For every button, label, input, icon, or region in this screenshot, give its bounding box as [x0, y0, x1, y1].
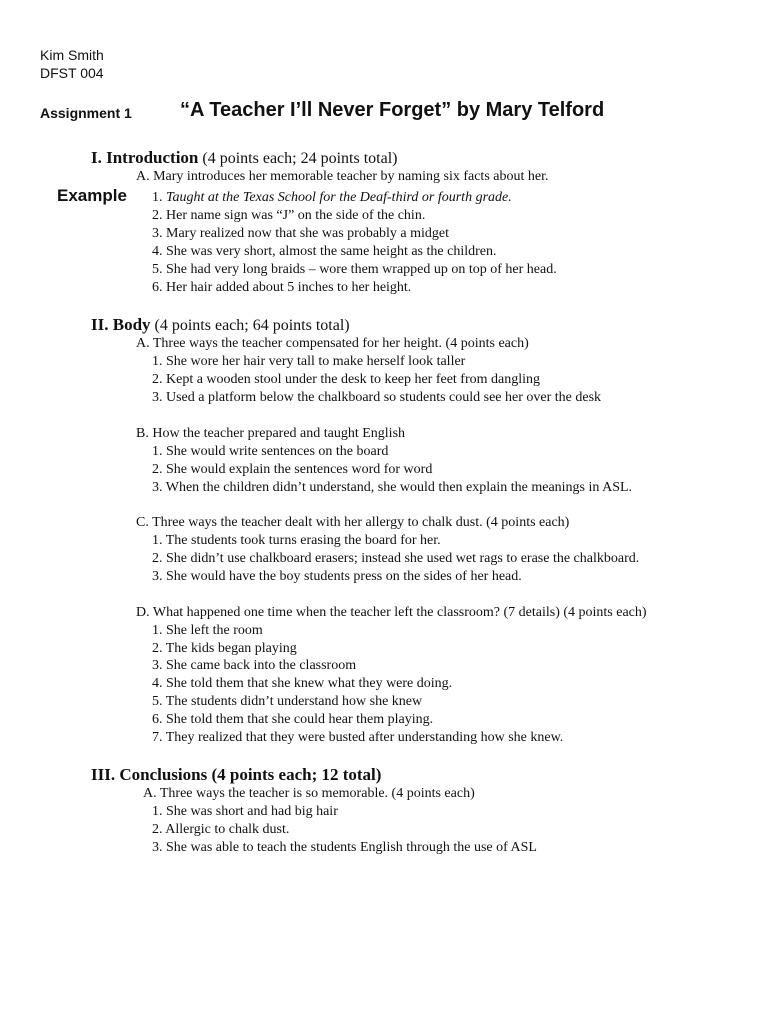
- list-item: 2. Her name sign was “J” on the side of the chin.: [152, 208, 426, 223]
- list-item: 1. She would write sentences on the board: [152, 444, 389, 459]
- body-sub-b: B. How the teacher prepared and taught English: [136, 426, 406, 441]
- list-item: 2. She didn’t use chalkboard erasers; instead she used wet rags to erase the chalkboard.: [152, 551, 640, 566]
- list-item: 6. She told them that she could hear them playing.: [152, 712, 434, 727]
- assignment-label: Assignment 1: [40, 105, 132, 121]
- list-item: 1. She wore her hair very tall to make herself look taller: [152, 354, 466, 369]
- list-item: 2. Allergic to chalk dust.: [152, 822, 290, 837]
- list-item: 3. Used a platform below the chalkboard so students could see her over the desk: [152, 390, 602, 405]
- document-title: “A Teacher I’ll Never Forget” by Mary Telford: [180, 99, 605, 121]
- list-item: 3. She would have the boy students press on the sides of her head.: [152, 569, 522, 584]
- list-item: 2. She would explain the sentences word for word: [152, 462, 433, 477]
- list-item: 5. She had very long braids – wore them wrapped up on top of her head.: [152, 262, 557, 277]
- intro-sub-a: A. Mary introduces her memorable teacher by naming six facts about her.: [136, 169, 549, 184]
- example-label: Example: [57, 186, 127, 205]
- list-item: 1. She left the room: [152, 623, 263, 638]
- section-introduction: [91, 148, 397, 168]
- list-item: 3. She was able to teach the students English through the use of ASL: [152, 840, 537, 855]
- section-heading: I. Introduction: [91, 148, 199, 167]
- list-item: 3. She came back into the classroom: [152, 658, 357, 673]
- list-item: 6. Her hair added about 5 inches to her height.: [152, 280, 412, 295]
- body-sub-a: A. Three ways the teacher compensated for her height. (4 points each): [136, 336, 529, 351]
- list-item: 4. She was very short, almost the same height as the children.: [152, 244, 497, 259]
- list-item: 1. Taught at the Texas School for the Deaf-third or fourth grade.: [152, 190, 512, 205]
- body-sub-d: D. What happened one time when the teacher left the classroom? (7 details) (4 points each): [136, 605, 647, 620]
- section-points: (4 points each; 24 points total): [202, 150, 398, 167]
- section-heading: III. Conclusions (4 points each; 12 total): [91, 765, 382, 784]
- section-body: [91, 315, 350, 335]
- body-sub-c: C. Three ways the teacher dealt with her allergy to chalk dust. (4 points each): [136, 515, 570, 530]
- list-item: 4. She told them that she knew what they were doing.: [152, 676, 453, 691]
- section-conclusions: [91, 765, 381, 785]
- list-item: 2. The kids began playing: [152, 641, 297, 656]
- section-heading: II. Body: [91, 315, 151, 334]
- list-item: 1. The students took turns erasing the board for her.: [152, 533, 441, 548]
- author-name: Kim Smith: [40, 47, 104, 63]
- list-item: 2. Kept a wooden stool under the desk to keep her feet from dangling: [152, 372, 541, 387]
- list-item: 5. The students didn’t understand how she knew: [152, 694, 423, 709]
- conclusions-sub-a: A. Three ways the teacher is so memorable. (4 points each): [143, 786, 475, 801]
- section-points: (4 points each; 64 points total): [154, 317, 350, 334]
- list-item: 3. Mary realized now that she was probably a midget: [152, 226, 450, 241]
- list-item: 7. They realized that they were busted after understanding how she knew.: [152, 730, 564, 745]
- list-item: 3. When the children didn’t understand, she would then explain the meanings in ASL.: [152, 480, 633, 495]
- list-item: 1. She was short and had big hair: [152, 804, 338, 819]
- course-code: DFST 004: [40, 65, 104, 81]
